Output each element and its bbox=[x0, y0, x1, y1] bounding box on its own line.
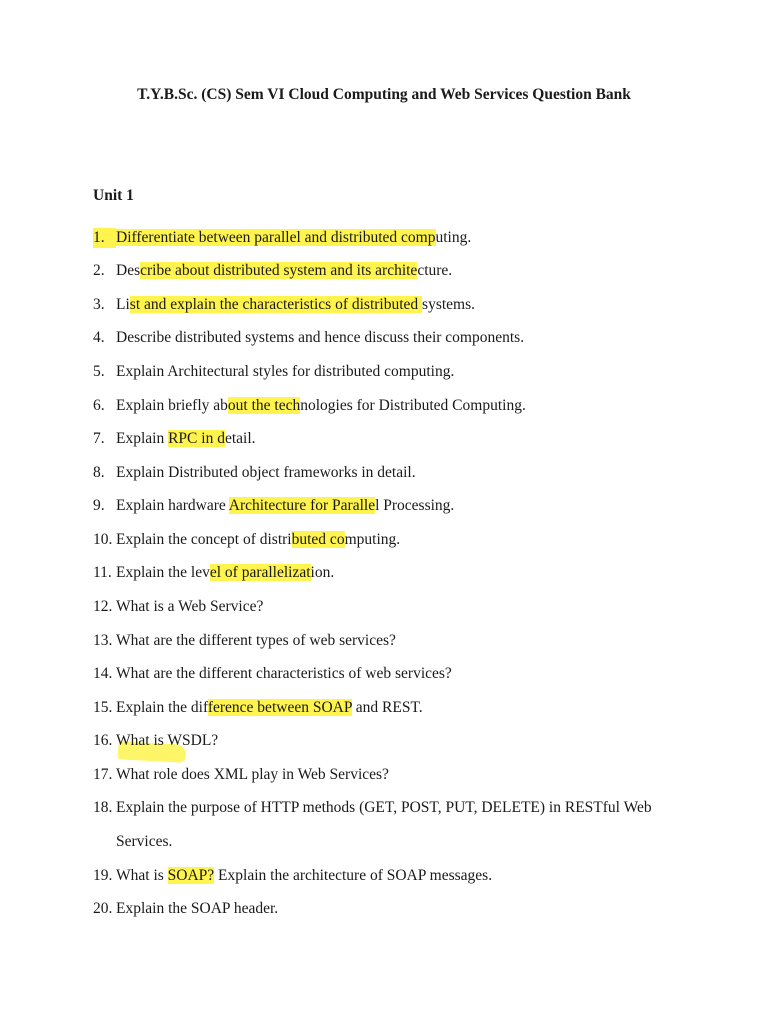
question-number: 1. bbox=[93, 228, 116, 248]
highlighted-text: el of parallelizat bbox=[209, 564, 311, 581]
question-item: 15. Explain the difference between SOAP and REST. bbox=[93, 699, 423, 716]
question-item bbox=[93, 631, 396, 651]
question-item: 1. Differentiate between parallel and distributed computing. bbox=[93, 229, 472, 246]
question-item: 3. List and explain the characteristics of distributed systems. bbox=[93, 296, 476, 313]
question-text: What are the different characteristics of web services? bbox=[116, 665, 452, 682]
highlighted-text: ference between SOAP bbox=[207, 699, 352, 716]
question-number: 16. bbox=[93, 732, 113, 749]
question-text: What role does XML play in Web Services? bbox=[116, 766, 389, 783]
highlighted-text: Differentiate between parallel and distributed comp bbox=[116, 229, 436, 246]
question-item bbox=[93, 597, 263, 617]
highlighted-text: RPC in d bbox=[168, 430, 225, 447]
question-text: Explain the SOAP header. bbox=[116, 900, 279, 917]
question-number: 10. bbox=[93, 531, 113, 548]
question-text: Explain Architectural styles for distributed computing. bbox=[116, 363, 455, 380]
highlighted-text: st and explain the characteristics of distributed bbox=[129, 296, 423, 313]
question-text: What is WSDL? bbox=[116, 732, 219, 749]
question-item: 19. What is SOAP? Explain the architecture of SOAP messages. bbox=[93, 867, 493, 884]
question-number: 3. bbox=[93, 296, 105, 313]
question-text: Describe distributed systems and hence discuss their components. bbox=[116, 329, 525, 346]
question-text: Explain the purpose of HTTP methods (GET, POST, PUT, DELETE) in RESTful Web bbox=[116, 799, 652, 816]
question-number: 6. bbox=[93, 397, 105, 414]
question-item: 11. Explain the level of parallelization. bbox=[93, 564, 335, 581]
question-number: 20. bbox=[93, 900, 113, 917]
question-item: 10. Explain the concept of distributed computing. bbox=[93, 531, 401, 548]
question-item: 6. Explain briefly about the technologies for Distributed Computing. bbox=[93, 397, 526, 414]
question-number: 7. bbox=[93, 430, 105, 447]
question-number: 18. bbox=[93, 799, 113, 816]
question-item bbox=[93, 328, 524, 348]
question-text: What is a Web Service? bbox=[116, 598, 264, 615]
question-number: 9. bbox=[93, 497, 105, 514]
question-number: 5. bbox=[93, 363, 105, 380]
question-item: 7. Explain RPC in detail. bbox=[93, 430, 256, 447]
question-number: 8. bbox=[93, 464, 105, 481]
question-number: 15. bbox=[93, 699, 113, 716]
question-item bbox=[93, 899, 278, 919]
highlighted-text: out the tech bbox=[227, 397, 301, 414]
document-title: T.Y.B.Sc. (CS) Sem VI Cloud Computing and Web Services Question Bank bbox=[137, 86, 631, 103]
question-number: 4. bbox=[93, 329, 105, 346]
question-item bbox=[93, 664, 452, 684]
question-item bbox=[93, 463, 416, 483]
highlighted-text: buted co bbox=[291, 531, 345, 548]
question-number: 13. bbox=[93, 632, 113, 649]
highlighted-text: SOAP? bbox=[167, 867, 215, 884]
question-item bbox=[93, 362, 454, 382]
question-number: 19. bbox=[93, 867, 113, 884]
question-number: 11. bbox=[93, 564, 112, 581]
question-item bbox=[93, 731, 218, 751]
question-item: 2. Describe about distributed system and its architecture. bbox=[93, 262, 453, 279]
question-item: 9. Explain hardware Architecture for Parallel Processing. bbox=[93, 497, 455, 514]
question-number: 17. bbox=[93, 766, 113, 783]
question-text: Explain Distributed object frameworks in detail. bbox=[116, 464, 416, 481]
unit-heading: Unit 1 bbox=[93, 187, 134, 204]
question-number: 12. bbox=[93, 598, 113, 615]
question-item bbox=[93, 765, 389, 785]
question-continuation: Services. bbox=[116, 833, 173, 850]
question-item bbox=[93, 798, 652, 818]
question-text: What are the different types of web services? bbox=[116, 632, 396, 649]
highlighted-text: Architecture for Paralle bbox=[228, 497, 376, 514]
question-number: 2. bbox=[93, 262, 105, 279]
highlighted-text: cribe about distributed system and its archite bbox=[140, 262, 418, 279]
question-number: 14. bbox=[93, 665, 113, 682]
